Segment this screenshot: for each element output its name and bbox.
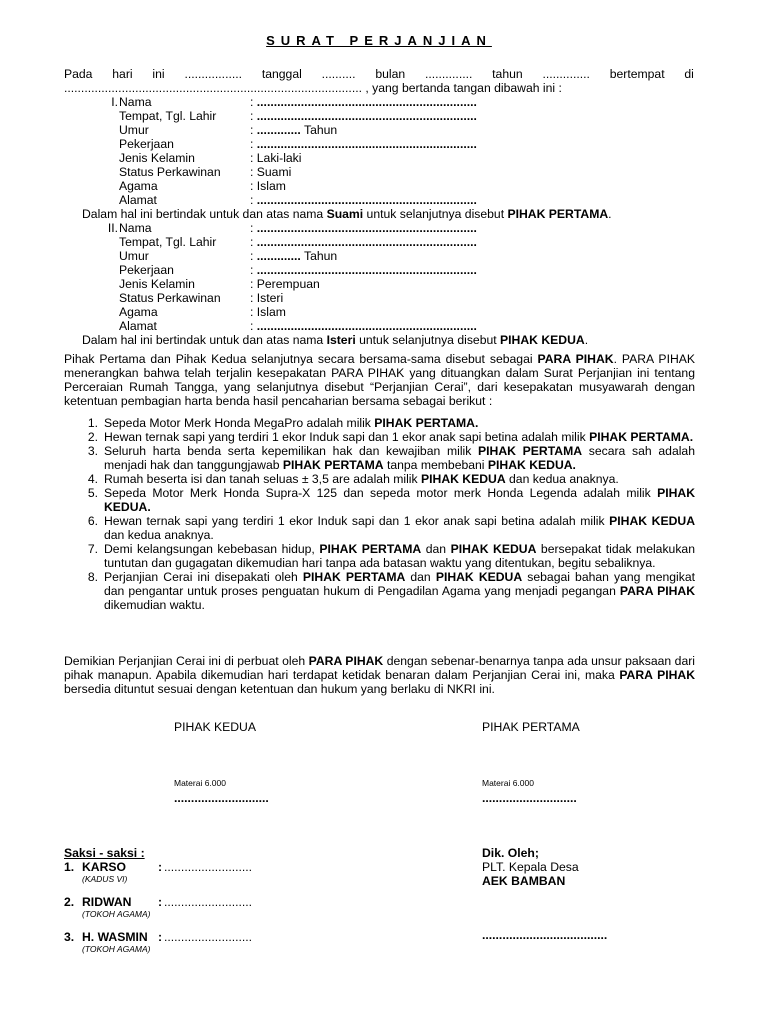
acting-mid: untuk selanjutnya disebut [355, 333, 501, 347]
opening-word: tahun [492, 67, 523, 81]
identity-value-text: : [250, 137, 257, 151]
agreement-item-number: 7. [87, 542, 98, 556]
identity-row [64, 165, 704, 179]
witness-role: (TOKOH AGAMA) [82, 944, 151, 954]
acting-pre: Dalam hal ini bertindak untuk dan atas nama [82, 207, 327, 221]
opening-word: .............. [424, 67, 473, 81]
identity-row [64, 305, 704, 319]
party-reference: PIHAK KEDUA. [104, 486, 695, 514]
witness-signature-dots: .......................... [164, 860, 253, 874]
witnesses-list [64, 860, 253, 955]
identity-row [64, 319, 704, 333]
closing-text-e: bersedia dituntut sesuai dengan ketentuan dan hukum yang berlaku di NKRI ini. [64, 682, 495, 696]
identity-label: Tempat, Tgl. Lahir [119, 109, 217, 123]
identity-value-text: : [250, 95, 257, 109]
signature-pihak-pertama [482, 720, 580, 805]
witness-name: KARSO [82, 860, 127, 874]
identity-label: Agama [119, 305, 158, 319]
agreement-item [64, 542, 695, 570]
identity-value [250, 221, 477, 235]
agreement-item-number: 6. [87, 514, 98, 528]
identity-row [64, 221, 704, 235]
witness-name: H. WASMIN [82, 930, 148, 944]
identity-value [250, 179, 286, 193]
party-two-identity [64, 221, 704, 347]
opening-line-1 [64, 67, 694, 81]
identity-value [250, 151, 301, 165]
identity-value-text: : [250, 249, 257, 263]
party-reference: PIHAK PERTAMA [478, 444, 583, 458]
agreement-item [64, 444, 695, 472]
materai-left: Materai 6.000 [174, 778, 226, 788]
identity-label: Umur [119, 249, 149, 263]
agreement-item [64, 570, 695, 612]
identity-value-text: : [250, 221, 257, 235]
acting-end: . [608, 207, 612, 221]
identity-value [250, 277, 320, 291]
signature-left-line: ............................ [174, 791, 269, 805]
identity-label: Status Perkawinan [119, 291, 221, 305]
witness-colon: : [158, 930, 163, 944]
identity-fill-dots: ................................................................. [256, 109, 477, 123]
identity-row [64, 249, 704, 263]
identity-suffix: Tahun [300, 249, 338, 263]
identity-label: Alamat [119, 319, 157, 333]
identity-value-text: : [250, 235, 257, 249]
party-reference: PIHAK KEDUA [421, 472, 506, 486]
item-text-part: Seluruh harta benda serta kepemilikan hak dan kewajiban milik [104, 444, 479, 458]
witness-role: (KADUS VI) [82, 874, 128, 884]
agreement-item-text [104, 486, 695, 514]
item-text-part: Rumah beserta isi dan tanah seluas [104, 472, 302, 486]
witness-colon: : [158, 895, 163, 909]
identity-label: Agama [119, 179, 158, 193]
closing-para-pihak-1: PARA PIHAK [308, 654, 384, 668]
identity-value [250, 165, 291, 179]
identity-value [250, 319, 477, 333]
identity-value [250, 305, 286, 319]
item-text-part: Sepeda Motor Merk Honda MegaPro adalah milik [104, 416, 375, 430]
agreement-item-number: 4. [87, 472, 98, 486]
agreement-item-text [104, 570, 695, 612]
party-reference: PIHAK PERTAMA. [589, 430, 694, 444]
signature-pihak-kedua [174, 720, 269, 805]
agreement-item-number: 5. [87, 486, 98, 500]
item-text-part: dikemudian waktu. [104, 598, 205, 612]
acting-mid: untuk selanjutnya disebut [363, 207, 508, 221]
opening-word: bulan [375, 67, 406, 81]
identity-fill-dots: ................................................................. [256, 95, 477, 109]
identity-row [64, 151, 704, 165]
identity-label: Alamat [119, 193, 157, 207]
party-reference: PIHAK PERTAMA [302, 570, 406, 584]
opening-word: hari [112, 67, 133, 81]
closing-para-pihak-2: PARA PIHAK [619, 668, 695, 682]
party-one-identity [64, 95, 704, 221]
identity-label: Jenis Kelamin [119, 151, 195, 165]
closing-text-c: dengan sebenar-benarnya tanpa ada unsur paksaan dari pihak manapun. Apabila dikemudian hari terdapat ketidak benaran dalam Perjanjian Cerai ini, maka [64, 654, 695, 682]
agreement-item [64, 486, 695, 514]
identity-row [64, 109, 704, 123]
known-by-block [482, 846, 607, 942]
identity-value [250, 249, 337, 263]
identity-label: Jenis Kelamin [119, 277, 195, 291]
item-text-part: dan kedua anaknya. [505, 472, 619, 486]
identity-value-text: : [250, 123, 257, 137]
opening-word: .............. [542, 67, 590, 81]
item-text-part: Demi kelangsungan kebebasan hidup, [104, 542, 320, 556]
agreement-item-number: 3. [87, 444, 98, 458]
opening-paragraph [64, 67, 694, 95]
identity-fill-dots: ................................................................. [256, 193, 477, 207]
party-reference: PIHAK KEDUA [435, 570, 523, 584]
party-number: II. [107, 221, 118, 235]
signature-right-heading: PIHAK PERTAMA [482, 720, 580, 734]
materai-right: Materai 6.000 [482, 778, 534, 788]
witness-role: (TOKOH AGAMA) [82, 909, 151, 919]
witness-signature-dots: .......................... [164, 930, 253, 944]
item-text-part: tanpa membebani [383, 458, 488, 472]
document-title: SURAT PERJANJIAN [266, 33, 492, 48]
identity-value [250, 263, 477, 277]
witness-entry [64, 930, 253, 955]
known-by-signature-line: ..................................... [482, 928, 608, 942]
identity-fill-dots: ............. [256, 249, 301, 263]
item-text-part: bersepakat tidak melakukan tuntutan dan gugagatan dikemudian hari tanpa ada batasan waktu yang ditentukan, begitu sebaliknya. [104, 542, 695, 570]
party-reference: PIHAK KEDUA [609, 514, 695, 528]
agreement-item-number: 8. [87, 570, 98, 584]
closing-paragraph [64, 654, 695, 696]
acting-name: PIHAK KEDUA [500, 333, 585, 347]
identity-label: Pekerjaan [119, 137, 174, 151]
agreement-item-text [104, 430, 695, 444]
identity-value [250, 123, 337, 137]
witness-line [64, 930, 253, 944]
item-text-part: Sepeda Motor Merk Honda Supra-X 125 dan sepeda motor merk Honda Legenda adalah milik [104, 486, 658, 500]
identity-value-text: : Islam [250, 179, 286, 193]
agreement-item-text [104, 472, 695, 486]
acting-role: Suami [326, 207, 364, 221]
identity-value [250, 137, 477, 151]
witness-line [64, 860, 253, 874]
identity-label: Umur [119, 123, 149, 137]
identity-value-text: : [250, 319, 257, 333]
acting-pre: Dalam hal ini bertindak untuk dan atas nama [82, 333, 327, 347]
item-text-part: sebagai bahan yang mengikat dan pengantar untuk proses penguatan hukum di Pengadilan Agama yang menjadi pegangan [104, 570, 696, 598]
identity-row [64, 123, 704, 137]
witness-number: 2. [64, 895, 75, 909]
witnesses-title: Saksi - saksi : [64, 846, 145, 860]
signature-right-line: ............................ [482, 791, 577, 805]
item-text-part: ± 3,5 [301, 472, 329, 486]
identity-value-text: : Perempuan [250, 277, 320, 291]
agreement-item [64, 430, 695, 444]
identity-row [64, 235, 704, 249]
identity-fill-dots: ................................................................. [256, 235, 477, 249]
item-text-part: Perjanjian Cerai ini disepakati oleh [104, 570, 303, 584]
witness-colon: : [158, 860, 163, 874]
opening-word: ................. [184, 67, 243, 81]
opening-word: Pada [64, 67, 93, 81]
identity-value [250, 291, 283, 305]
identity-value [250, 235, 477, 249]
agreement-item-text [104, 542, 695, 570]
acting-statement [82, 207, 704, 221]
identity-value-text: : [250, 193, 257, 207]
intro-text-a: Pihak Pertama dan Pihak Kedua selanjutnya secara bersama-sama disebut sebagai [64, 352, 538, 366]
intro-text-c: . PARA PIHAK menerangkan bahwa telah terjalin kesepakatan PARA PIHAK yang dituangkan dalam Surat Perjanjian ini tentang Perceraian Rumah Tangga, yang selanjutnya disebut “Perjanjian Cerai”, dari kesepakatan musyawarah dengan ketentuan pembagian harta benda hasil pencaharian bersama sebagai berikut : [64, 352, 696, 408]
identity-row [64, 291, 704, 305]
identity-fill-dots: ................................................................. [256, 137, 477, 151]
witness-line [64, 895, 253, 909]
identity-value [250, 193, 477, 207]
identity-fill-dots: ................................................................. [256, 263, 477, 277]
party-reference: PARA PIHAK [619, 584, 695, 598]
agreement-items-list [64, 416, 695, 612]
party-reference: PIHAK PERTAMA [282, 458, 384, 472]
agreement-item-text [104, 416, 695, 430]
identity-row [64, 263, 704, 277]
identity-label: Tempat, Tgl. Lahir [119, 235, 217, 249]
witness-entry [64, 860, 253, 885]
item-text-part: dan [405, 570, 436, 584]
signature-left-heading: PIHAK KEDUA [174, 720, 256, 734]
identity-suffix: Tahun [300, 123, 338, 137]
identity-label: Pekerjaan [119, 263, 174, 277]
witnesses-section [64, 846, 253, 955]
party-reference: PIHAK PERTAMA [319, 542, 422, 556]
opening-word: ini [152, 67, 165, 81]
acting-statement [82, 333, 704, 347]
item-text-part: secara sah adalah menjadi hak dan tanggungjawab [104, 444, 695, 472]
identity-row [64, 95, 704, 109]
agreement-item-text [104, 514, 695, 542]
opening-word: .......... [321, 67, 356, 81]
identity-label: Nama [119, 95, 152, 109]
intro-para-pihak: PARA PIHAK [537, 352, 614, 366]
agreement-item-text [104, 444, 695, 472]
identity-value [250, 95, 477, 109]
opening-word: bertempat [609, 67, 665, 81]
identity-value-text: : Islam [250, 305, 286, 319]
item-text-part: dan kedua anaknya. [104, 528, 214, 542]
witness-entry [64, 895, 253, 920]
identity-fill-dots: ............. [256, 123, 301, 137]
opening-word: di [684, 67, 694, 81]
identity-row [64, 193, 704, 207]
identity-fill-dots: ................................................................. [256, 221, 477, 235]
identity-value-text: : Suami [250, 165, 292, 179]
party-reference: PIHAK PERTAMA. [374, 416, 479, 430]
item-text-part: Hewan ternak sapi yang terdiri 1 ekor Induk sapi dan 1 ekor anak sapi betina adalah milik [104, 430, 590, 444]
intro-paragraph [64, 352, 695, 408]
witness-name: RIDWAN [82, 895, 132, 909]
identity-label: Status Perkawinan [119, 165, 221, 179]
witness-number: 1. [64, 860, 75, 874]
acting-name: PIHAK PERTAMA [507, 207, 609, 221]
party-number: I. [111, 95, 118, 109]
witness-number: 3. [64, 930, 75, 944]
party-reference: PIHAK KEDUA. [487, 458, 576, 472]
identity-row [64, 179, 704, 193]
closing-text-a: Demikian Perjanjian Cerai ini di perbuat oleh [64, 654, 309, 668]
identity-value-text: : Laki-laki [250, 151, 302, 165]
agreement-item [64, 472, 695, 486]
acting-role: Isteri [326, 333, 356, 347]
witness-signature-dots: .......................... [164, 895, 253, 909]
identity-label: Nama [119, 221, 152, 235]
agreement-item [64, 514, 695, 542]
identity-value-text: : [250, 263, 257, 277]
agreement-item-number: 1. [87, 416, 98, 430]
identity-value-text: : Isteri [250, 291, 284, 305]
agreement-item-number: 2. [87, 430, 98, 444]
item-text-part: are adalah milik [328, 472, 421, 486]
opening-line-2: ........................................................................................ , yang bertanda tangan dibawah ini : [64, 81, 562, 95]
acting-end: . [584, 333, 589, 347]
item-text-part: Hewan ternak sapi yang terdiri 1 ekor Induk sapi dan 1 ekor anak sapi betina adalah milik [104, 514, 610, 528]
item-text-part: dan [421, 542, 451, 556]
party-reference: PIHAK KEDUA [450, 542, 537, 556]
known-by-position: PLT. Kepala Desa [482, 860, 579, 874]
identity-value-text: : [250, 109, 257, 123]
identity-value [250, 109, 477, 123]
opening-word: tanggal [261, 67, 302, 81]
identity-row [64, 277, 704, 291]
identity-row [64, 137, 704, 151]
agreement-item [64, 416, 695, 430]
known-by-label: Dik. Oleh; [482, 846, 539, 860]
identity-fill-dots: ................................................................. [256, 319, 477, 333]
known-by-village: AEK BAMBAN [482, 874, 566, 888]
